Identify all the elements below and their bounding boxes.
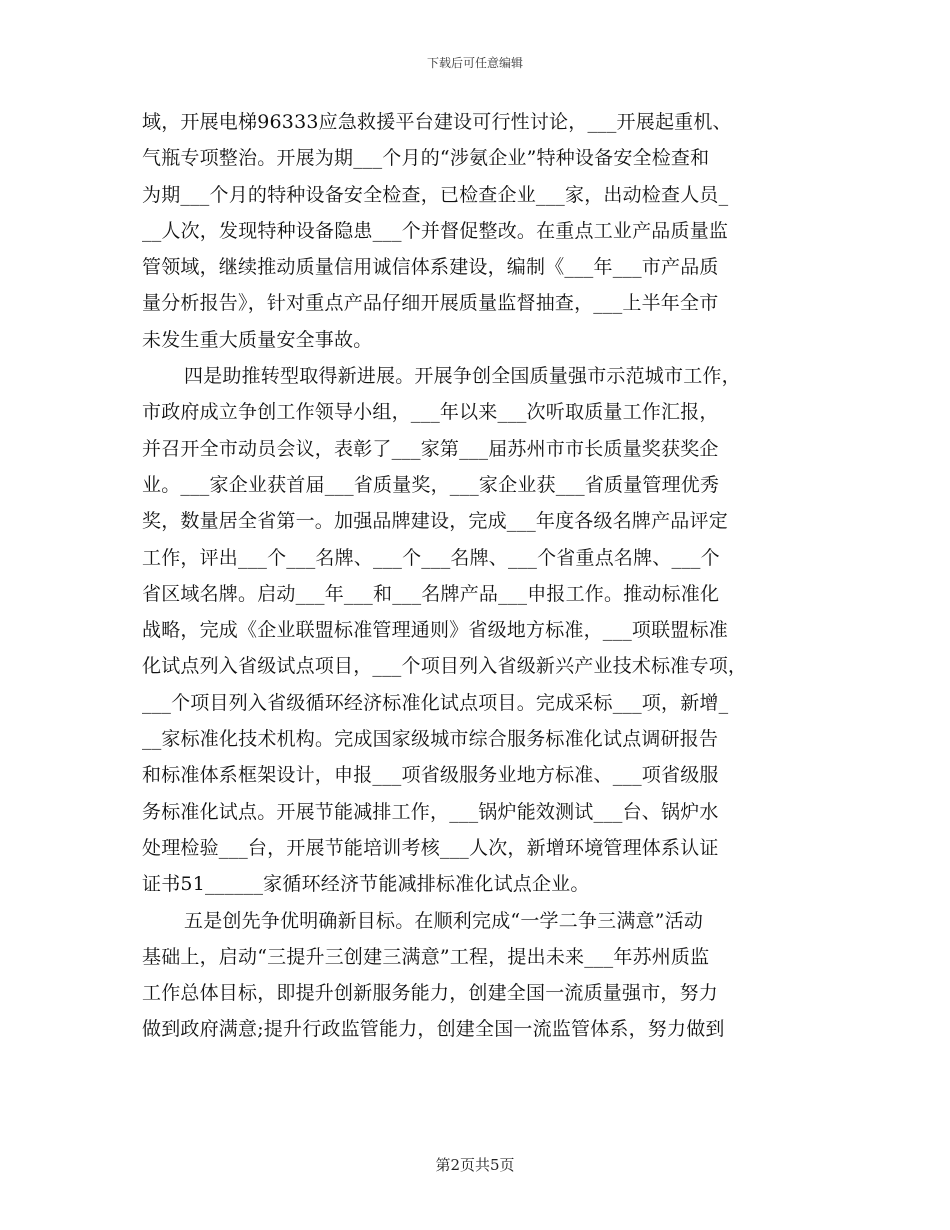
text-line: 未发生重大质量安全事故。 xyxy=(142,328,373,351)
page-header: 下载后可任意编辑 xyxy=(426,56,523,70)
text-line: 业。___家企业获首届___省质量奖，___家企业获___省质量管理优秀 xyxy=(142,473,720,496)
text-line: 证书51______家循环经济节能减排标准化试点企业。 xyxy=(142,873,590,896)
text-line: 域，开展电梯96333应急救援平台建设可行性讨论，___开展起重机、 xyxy=(142,111,732,133)
text-line: 工作总体目标，即提升创新服务能力，创建全国一流质量强市，努力 xyxy=(142,982,719,1005)
text-line: 基础上，启动“三提升三创建三满意”工程，提出未来___年苏州质监 xyxy=(142,945,710,968)
text-line: 处理检验___台，开展节能培训考核___人次，新增环境管理体系认证 xyxy=(142,836,719,859)
paragraph-start-line: 四是助推转型取得新进展。开展争创全国质量强市示范城市工作， xyxy=(184,365,741,388)
text-line: 并召开全市动员会议，表彰了___家第___届苏州市市长质量奖获奖企 xyxy=(142,437,719,460)
text-line: 工作，评出___个___名牌、___个___名牌、___个省重点名牌、___个 xyxy=(142,546,720,569)
text-line: 战略，完成《企业联盟标准管理通则》省级地方标准，___项联盟标准 xyxy=(142,619,728,642)
text-line: 奖，数量居全省第一。加强品牌建设，完成___年度各级名牌产品评定 xyxy=(142,510,728,533)
text-line: ___个项目列入省级循环经济标准化试点项目。完成采标___项，新增_ xyxy=(142,691,729,714)
text-line: 市政府成立争创工作领导小组，___年以来___次听取质量工作汇报， xyxy=(142,401,719,424)
text-line: 气瓶专项整治。开展为期___个月的“涉氨企业”特种设备安全检查和 xyxy=(142,147,710,170)
paragraph-start-line: 五是创先争优明确新目标。在顺利完成“一学二争三满意”活动 xyxy=(184,909,704,932)
text-line: __人次，发现特种设备隐患___个并督促整改。在重点工业产品质量监 xyxy=(142,219,729,242)
text-line: 管领域，继续推动质量信用诚信体系建设，编制《___年___市产品质 xyxy=(142,256,719,279)
text-line: 做到政府满意;提升行政监管能力，创建全国一流监管体系，努力做到 xyxy=(142,1018,725,1041)
document-body xyxy=(142,104,810,1048)
text-line: 化试点列入省级试点项目，___个项目列入省级新兴产业技术标准专项， xyxy=(142,655,748,678)
text-line: 量分析报告》，针对重点产品仔细开展质量监督抽查，___上半年全市 xyxy=(142,292,719,315)
text-line: 务标准化试点。开展节能减排工作，___锅炉能效测试___台、锅炉水 xyxy=(142,800,719,823)
text-line: 为期___个月的特种设备安全检查，已检查企业___家，出动检查人员_ xyxy=(142,183,729,206)
page-number: 第2页共5页 xyxy=(435,1156,515,1174)
text-line: 和标准体系框架设计，申报___项省级服务业地方标准、___项省级服 xyxy=(142,764,719,787)
text-line: 省区域名牌。启动___年___和___名牌产品___申报工作。推动标准化 xyxy=(142,582,720,605)
text-line: __家标准化技术机构。完成国家级城市综合服务标准化试点调研报告 xyxy=(142,728,719,751)
